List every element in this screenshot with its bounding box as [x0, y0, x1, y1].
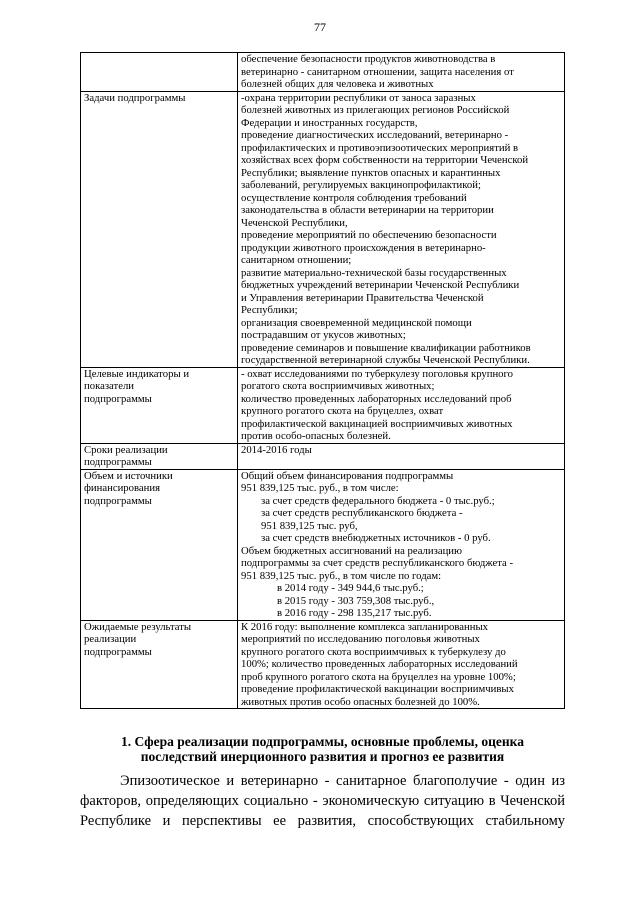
- text-line: крупного рогатого скота восприимчивых к туберкулезу до: [241, 645, 506, 658]
- text-line: профилактических и противоэпизоотических мероприятий в: [241, 141, 519, 154]
- paragraph-line: Республике и перспективы ее развития, способствующих стабильному: [80, 813, 565, 829]
- row-label: [81, 620, 238, 709]
- text-line: за счет средств внебюджетных источников - 0 руб.: [261, 532, 491, 544]
- text-line: в 2015 году - 303 759,308 тыс.руб.,: [277, 594, 435, 607]
- text-line: Федерации и иностранных государств,: [241, 116, 418, 129]
- text-line: Чеченской Республики,: [241, 216, 348, 229]
- text-line: продукции животного происхождения в ветеринарно-: [241, 241, 486, 254]
- text-line: осуществление контроля соблюдения требований: [241, 191, 467, 204]
- text-line: проведение мероприятий по обеспечению безопасности: [241, 229, 497, 241]
- text-line: 100%; количество проведенных лабораторных исследований: [241, 658, 518, 670]
- row-content: [238, 443, 565, 469]
- subprogram-passport-table: [80, 52, 565, 709]
- label-line: финансирования: [84, 482, 160, 494]
- heading-line: 1. Сфера реализации подпрограммы, основные проблемы, оценка: [121, 734, 524, 749]
- text-line: Республики;: [241, 304, 298, 316]
- text-line: К 2016 году: выполнение комплекса запланированных: [241, 620, 489, 633]
- label-line: Объем и источники: [84, 469, 173, 482]
- label-line: Сроки реализации: [84, 443, 168, 456]
- label-line: подпрограммы: [84, 494, 152, 507]
- label-line: подпрограммы: [84, 392, 152, 405]
- text-line: Общий объем финансирования подпрограммы: [241, 469, 454, 482]
- text-line: хозяйствах всех форм собственности на территории Чеченской: [241, 154, 529, 166]
- text-line: организация своевременной медицинской помощи: [241, 316, 472, 329]
- body-paragraph: [80, 771, 565, 831]
- text-line: болезней животных из прилегающих регионов Российской: [241, 104, 510, 116]
- text-line: рогатого скота восприимчивых животных;: [241, 380, 435, 392]
- label-line: Ожидаемые результаты: [84, 620, 192, 633]
- text-line: в 2016 году - 298 135,217 тыс.руб.: [277, 607, 432, 619]
- label-line: Целевые индикаторы и: [84, 367, 190, 380]
- row-content: [238, 91, 565, 367]
- label-line: реализации: [84, 633, 137, 645]
- text-line: пострадавшим от укусов животных;: [241, 329, 406, 341]
- label-line: показатели: [84, 380, 134, 392]
- page-number: 77: [314, 20, 326, 34]
- text-line: и Управления ветеринарии Правительства Чеченской: [241, 291, 484, 304]
- text-line: подпрограммы за счет средств республиканского бюджета -: [241, 557, 514, 569]
- label-line: подпрограммы: [84, 456, 152, 468]
- table-row: [81, 620, 565, 709]
- row-label: [81, 53, 238, 92]
- text-line: развитие материально-технической базы государственных: [241, 266, 507, 279]
- paragraph-line: факторов, определяющих социально - экономическую ситуацию в Чеченской: [80, 793, 565, 809]
- text-line: за счет средств республиканского бюджета -: [261, 507, 463, 519]
- text-line: количество проведенных лабораторных исследований проб: [241, 392, 512, 405]
- row-label: [81, 469, 238, 620]
- row-label: [81, 367, 238, 443]
- text-line: 951 839,125 тыс. руб., в том числе:: [241, 482, 399, 494]
- table-row: [81, 469, 565, 620]
- text-line: обеспечение безопасности продуктов животноводства в: [241, 53, 496, 65]
- text-line: ветеринарно - санитарном отношении, защита населения от: [241, 65, 514, 78]
- text-line: государственной ветеринарной службы Чеченской Республики.: [241, 354, 530, 366]
- label-line: подпрограммы: [84, 645, 152, 658]
- text-line: 951 839,125 тыс. руб., в том числе по годам:: [241, 569, 442, 582]
- section-heading: [80, 735, 565, 764]
- text-line: - охват исследованиями по туберкулезу поголовья крупного: [241, 367, 513, 380]
- table-row: [81, 367, 565, 443]
- label-line: Задачи подпрограммы: [84, 91, 186, 104]
- row-content: [238, 469, 565, 620]
- text-line: 2014-2016 годы: [241, 443, 312, 456]
- table-row: [81, 91, 565, 367]
- text-line: санитарном отношении;: [241, 254, 352, 266]
- text-line: против особо-опасных болезней.: [241, 430, 391, 442]
- row-content: [238, 367, 565, 443]
- text-line: болезней общих для человека и животных: [241, 78, 434, 90]
- text-line: проведение семинаров и повышение квалификации работников: [241, 341, 531, 354]
- text-line: Республики; выявление пунктов опасных и карантинных: [241, 166, 501, 179]
- text-line: животных против особо опасных болезней до 100%.: [241, 695, 480, 708]
- text-line: заболеваний, регулируемых вакцинопрофилактикой;: [241, 179, 481, 191]
- text-line: законодательства в области ветеринарии на территории: [241, 204, 494, 216]
- text-line: -охрана территории республики от заноса заразных: [241, 91, 476, 104]
- text-line: проб крупного рогатого скота на бруцеллез на уровне 100%;: [241, 670, 516, 683]
- text-line: бюджетных учреждений ветеринарии Чеченской Республики: [241, 279, 520, 291]
- text-line: профилактической вакцинацией восприимчивых животных: [241, 417, 513, 430]
- text-line: за счет средств федерального бюджета - 0 тыс.руб.;: [261, 494, 495, 507]
- table-row: [81, 53, 565, 92]
- text-line: 951 839,125 тыс. руб,: [261, 519, 358, 532]
- row-content: [238, 53, 565, 92]
- text-line: проведение диагностических исследований, ветеринарно -: [241, 129, 509, 141]
- text-line: в 2014 году - 349 944,6 тыс.руб.;: [277, 582, 424, 594]
- text-line: мероприятий по исследованию поголовья животных: [241, 633, 480, 645]
- row-label: [81, 91, 238, 367]
- row-label: [81, 443, 238, 469]
- text-line: проведение профилактической вакцинации восприимчивых: [241, 683, 514, 695]
- heading-line: последствий инерционного развития и прогноз ее развития: [140, 748, 505, 764]
- table-row: [81, 443, 565, 469]
- row-content: [238, 620, 565, 709]
- paragraph-line: Эпизоотическое и ветеринарно - санитарное благополучие - один из: [120, 773, 565, 789]
- text-line: крупного рогатого скота на бруцеллез, охват: [241, 405, 444, 417]
- text-line: Объем бюджетных ассигнований на реализацию: [241, 544, 462, 557]
